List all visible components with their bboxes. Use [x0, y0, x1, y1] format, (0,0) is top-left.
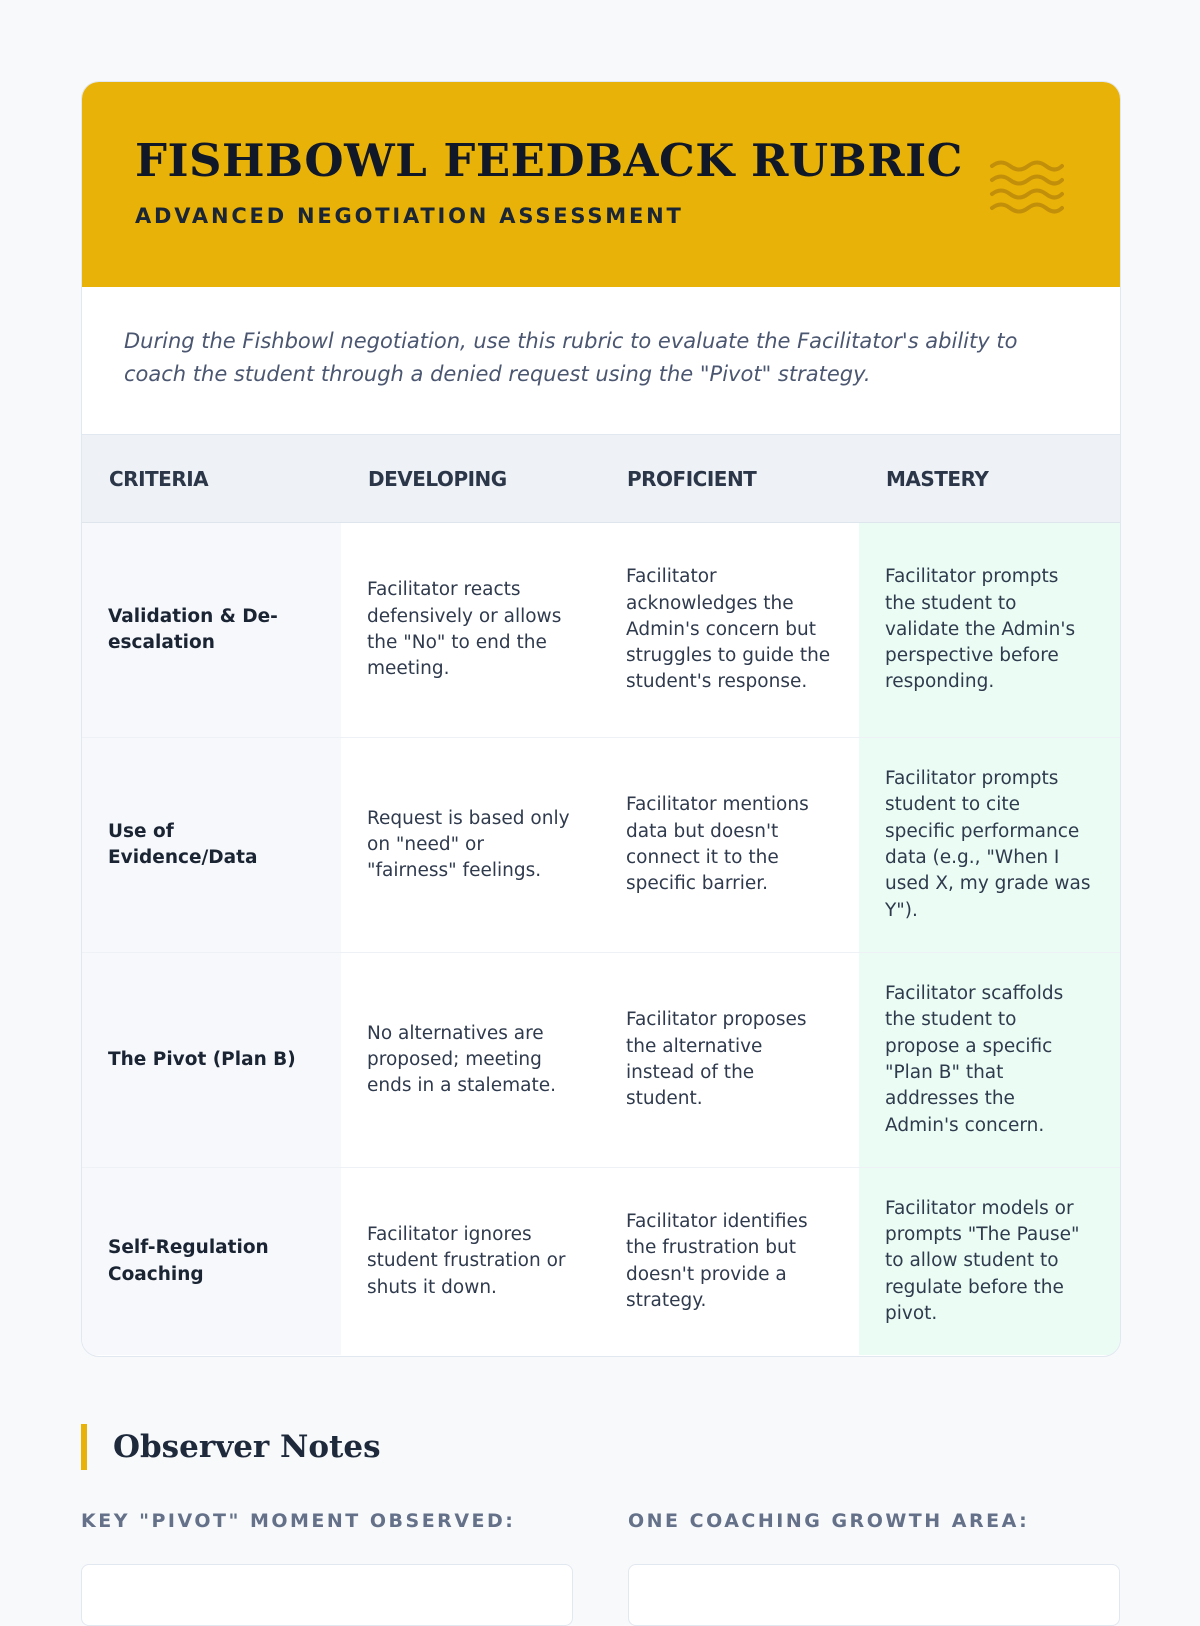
observer-notes-title: Observer Notes	[113, 1429, 381, 1465]
growth-area-field[interactable]	[628, 1564, 1120, 1626]
mastery-cell: Facilitator prompts the student to validate the Admin's perspective before responding.	[859, 523, 1120, 738]
proficient-cell: Facilitator proposes the alternative instead of the student.	[600, 953, 859, 1168]
notes-accent-bar	[81, 1424, 87, 1470]
proficient-cell: Facilitator mentions data but doesn't connect it to the specific barrier.	[600, 738, 859, 953]
criteria-cell: Validation & De-escalation	[82, 523, 341, 738]
table-row	[82, 1168, 1120, 1356]
header-criteria: CRITERIA	[82, 435, 341, 523]
page-subtitle: ADVANCED NEGOTIATION ASSESSMENT	[135, 204, 684, 228]
developing-cell: Facilitator ignores student frustration or shuts it down.	[367, 1224, 566, 1298]
mastery-cell: Facilitator prompts student to cite specific performance data (e.g., "When I used X, my grade was Y").	[859, 738, 1120, 953]
page-title: FISHBOWL FEEDBACK RUBRIC	[135, 134, 963, 187]
rubric-table	[82, 434, 1120, 1355]
criteria-cell: Use of Evidence/Data	[82, 738, 341, 953]
table-header-row	[82, 435, 1120, 523]
developing-cell: No alternatives are proposed; meeting ends in a stalemate.	[341, 953, 600, 1168]
pivot-moment-label: KEY "PIVOT" MOMENT OBSERVED:	[81, 1510, 516, 1532]
table-row	[82, 523, 1120, 738]
table-row	[82, 738, 1120, 953]
table-row	[82, 953, 1120, 1168]
proficient-cell: Facilitator identifies the frustration but doesn't provide a strategy.	[626, 1210, 808, 1311]
mastery-cell: Facilitator models or prompts "The Pause" to allow student to regulate before the pivot.	[859, 1168, 1120, 1356]
header-proficient: PROFICIENT	[600, 435, 859, 523]
rubric-card	[81, 81, 1121, 1357]
header-developing: DEVELOPING	[341, 435, 600, 523]
growth-area-label: ONE COACHING GROWTH AREA:	[628, 1510, 1030, 1532]
header-banner	[82, 82, 1120, 287]
developing-cell: Facilitator reacts defensively or allows the "No" to end the meeting.	[341, 523, 600, 738]
criteria-cell: The Pivot (Plan B)	[82, 953, 341, 1168]
developing-cell: Request is based only on "need" or "fairness" feelings.	[341, 738, 600, 953]
header-mastery: MASTERY	[859, 435, 1120, 523]
proficient-cell: Facilitator acknowledges the Admin's concern but struggles to guide the student's response.	[600, 523, 859, 738]
criteria-cell: Self-Regulation Coaching	[82, 1168, 341, 1356]
pivot-moment-field[interactable]	[81, 1564, 573, 1626]
mastery-cell: Facilitator scaffolds the student to propose a specific "Plan B" that addresses the Admin's concern.	[859, 953, 1120, 1168]
intro-instructions: During the Fishbowl negotiation, use this rubric to evaluate the Facilitator's ability to coach the student through a denied request using the "Pivot" strategy.	[124, 329, 1018, 386]
waves-icon	[988, 156, 1064, 214]
